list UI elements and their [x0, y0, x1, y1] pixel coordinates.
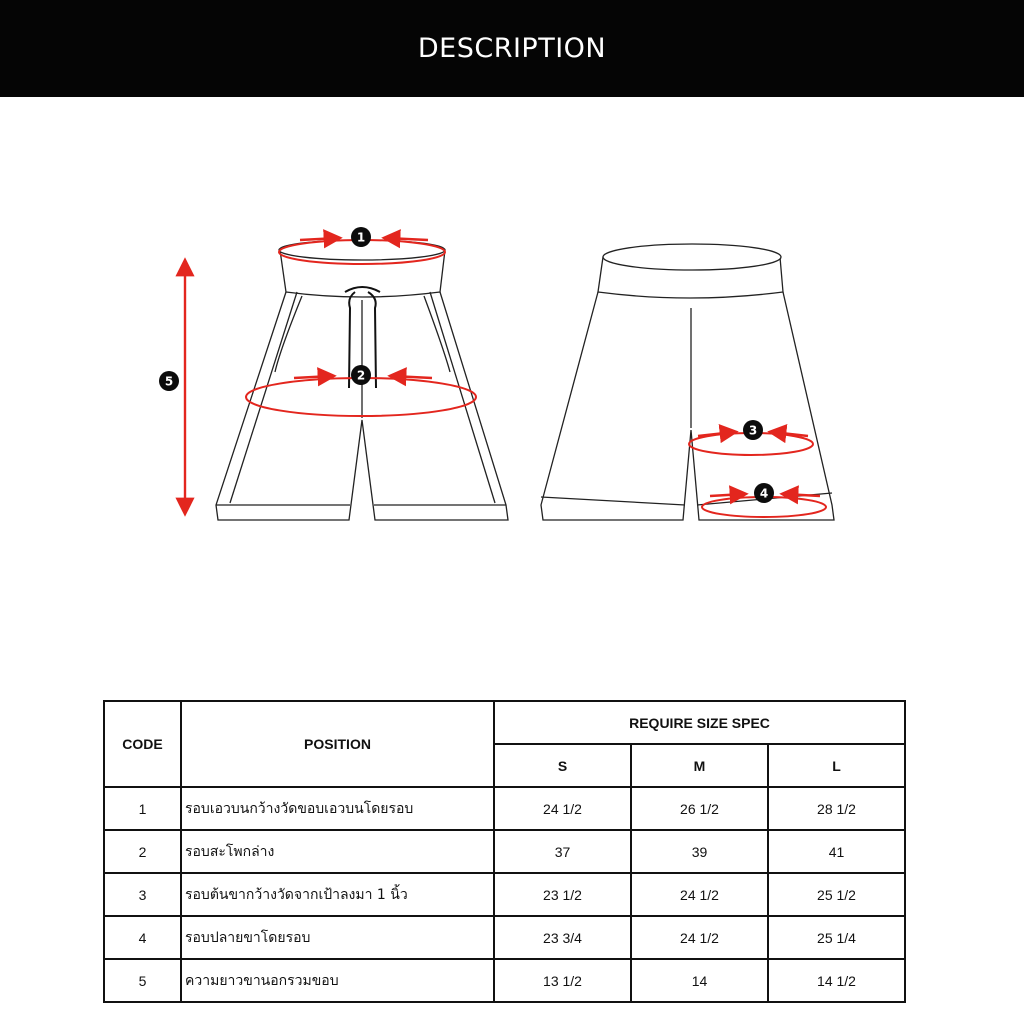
size-s-header: S [494, 744, 631, 787]
table-header-row [104, 701, 905, 744]
code-header: CODE [104, 701, 181, 787]
table-row [104, 916, 905, 959]
shorts-diagram [0, 97, 1024, 697]
row-size-l: 14 1/2 [768, 959, 905, 1002]
svg-text:2: 2 [356, 368, 366, 383]
row-size-s: 37 [494, 830, 631, 873]
back-left-hem [541, 497, 685, 505]
table-row [104, 787, 905, 830]
row-position: ความยาวขานอกรวมขอบ [181, 959, 494, 1002]
table-row [104, 959, 905, 1002]
marker-2 [351, 365, 371, 385]
row-code: 2 [104, 830, 181, 873]
size-m-header: M [631, 744, 768, 787]
marker-3 [743, 420, 763, 440]
back-waist-opening [603, 244, 781, 270]
row-size-m: 14 [631, 959, 768, 1002]
arrow-2-right [392, 376, 432, 378]
row-size-m: 39 [631, 830, 768, 873]
header-bar [0, 0, 1024, 97]
arrow-4-left [710, 494, 744, 496]
row-position: รอบเอวบนกว้างวัดขอบเอวบนโดยรอบ [181, 787, 494, 830]
marker-4 [754, 483, 774, 503]
row-code: 3 [104, 873, 181, 916]
svg-text:4: 4 [759, 486, 769, 501]
require-size-spec-header: REQUIRE SIZE SPEC [494, 701, 905, 744]
row-position: รอบปลายขาโดยรอบ [181, 916, 494, 959]
row-size-l: 25 1/2 [768, 873, 905, 916]
arrow-1-right [386, 238, 428, 240]
page-title: DESCRIPTION [417, 33, 607, 64]
back-shorts [541, 244, 834, 520]
table-row [104, 873, 905, 916]
arrow-2-left [294, 376, 332, 378]
back-body-outline [541, 292, 834, 520]
row-size-l: 25 1/4 [768, 916, 905, 959]
table-row [104, 830, 905, 873]
size-l-header: L [768, 744, 905, 787]
row-size-s: 23 3/4 [494, 916, 631, 959]
drawstring-bow [345, 287, 380, 292]
row-code: 4 [104, 916, 181, 959]
front-left-side-seam [230, 292, 297, 503]
svg-text:1: 1 [356, 230, 366, 245]
position-header: POSITION [181, 701, 494, 787]
row-code: 5 [104, 959, 181, 1002]
row-size-m: 26 1/2 [631, 787, 768, 830]
front-right-pocket [424, 296, 450, 372]
row-size-m: 24 1/2 [631, 916, 768, 959]
row-code: 1 [104, 787, 181, 830]
row-position: รอบสะโพกล่าง [181, 830, 494, 873]
svg-text:5: 5 [164, 374, 174, 389]
marker-1 [351, 227, 371, 247]
size-spec-table [103, 700, 906, 1003]
svg-text:3: 3 [748, 423, 758, 438]
front-left-pocket [275, 296, 302, 372]
row-position: รอบต้นขากว้างวัดจากเป้าลงมา 1 นิ้ว [181, 873, 494, 916]
row-size-l: 41 [768, 830, 905, 873]
row-size-s: 13 1/2 [494, 959, 631, 1002]
row-size-s: 23 1/2 [494, 873, 631, 916]
marker-5 [159, 371, 179, 391]
row-size-l: 28 1/2 [768, 787, 905, 830]
front-right-side-seam [430, 292, 495, 503]
row-size-m: 24 1/2 [631, 873, 768, 916]
row-size-s: 24 1/2 [494, 787, 631, 830]
arrow-1-left [300, 238, 338, 240]
